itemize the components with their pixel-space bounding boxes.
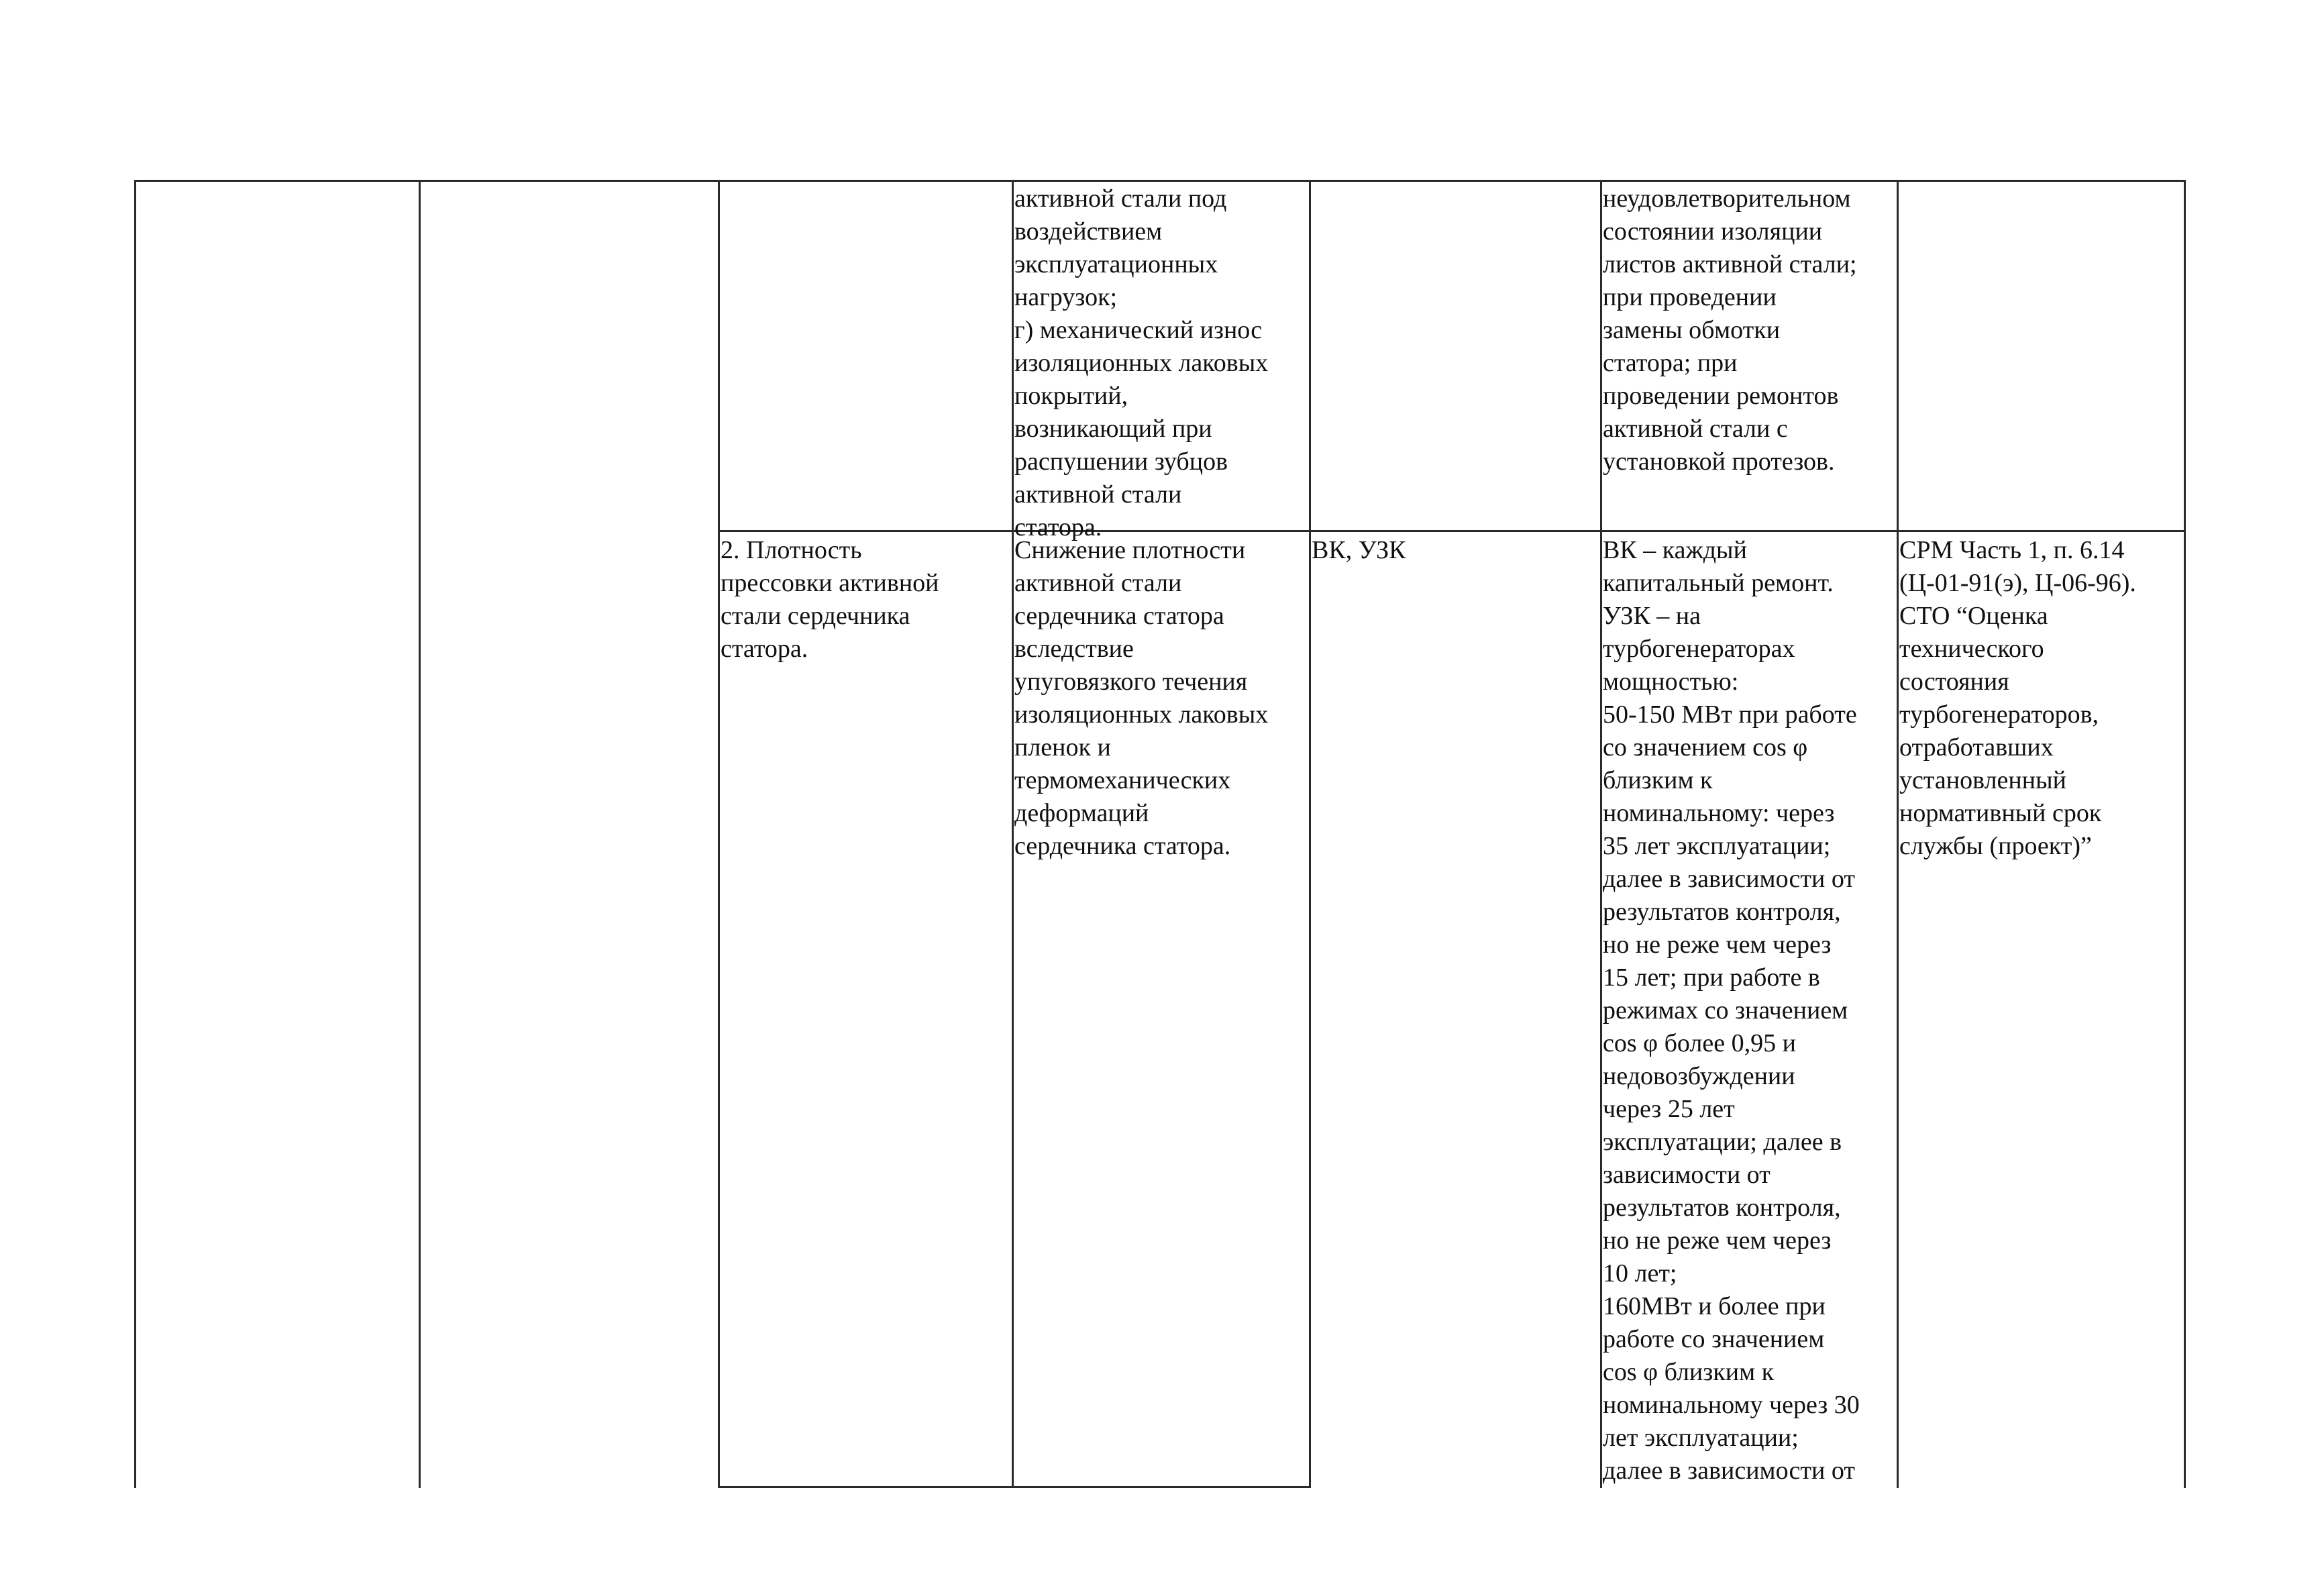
column-divider	[134, 180, 136, 1488]
cell-control-method: ВК, УЗК	[1312, 536, 1406, 564]
column-divider	[2184, 180, 2186, 1488]
cell-reference: СРМ Часть 1, п. 6.14 (Ц-01-91(э), Ц-06-96). СТО “Оценка технического состояния турбогенераторов, отработавших установленный нормативный срок службы (проект)”	[1899, 536, 2136, 860]
cell-periodicity: ВК – каждый капитальный ремонт. УЗК – на турбогенераторах мощностью: 50-150 МВт при работе со значением cos φ близким к номинальному: через 35 лет эксплуатации; далее в зависимости от результатов контроля, но не реже чем через 15 лет; при работе в режимах со значением cos φ более 0,95 и недовозбуждении через 25 лет эксплуатации; далее в зависимости от результатов контроля, но не реже чем через 10 лет; 160МВт и более при работе со значением cos φ близким к номинальному через 30 лет эксплуатации; далее в зависимости от	[1603, 536, 1860, 1485]
cell-defect-cause: Снижение плотности активной стали сердечника статора вследствие упуговязкого течения изоляционных лаковых пленок и термомеханических деформаций сердечника статора.	[1014, 536, 1269, 860]
row2-bottom-border	[718, 1486, 1311, 1488]
column-divider	[1012, 180, 1014, 1488]
cell-parameter: 2. Плотность прессовки активной стали сердечника статора.	[721, 536, 939, 663]
column-divider	[1600, 180, 1602, 1488]
column-divider	[718, 180, 720, 1488]
cell-periodicity-continued: неудовлетворительном состоянии изоляции листов активной стали; при проведении замены обмотки статора; при проведении ремонтов активной стали с установкой протезов.	[1603, 185, 1857, 476]
cell-defect-cause-continued: активной стали под воздействием эксплуатационных нагрузок; г) механический износ изоляционных лаковых покрытий, возникающий при распушении зубцов активной стали статора.	[1014, 185, 1269, 541]
row-divider	[718, 530, 2186, 532]
column-divider	[419, 180, 421, 1488]
column-divider	[1897, 180, 1899, 1488]
column-divider	[1309, 180, 1311, 1488]
table-top-border	[134, 180, 2186, 182]
